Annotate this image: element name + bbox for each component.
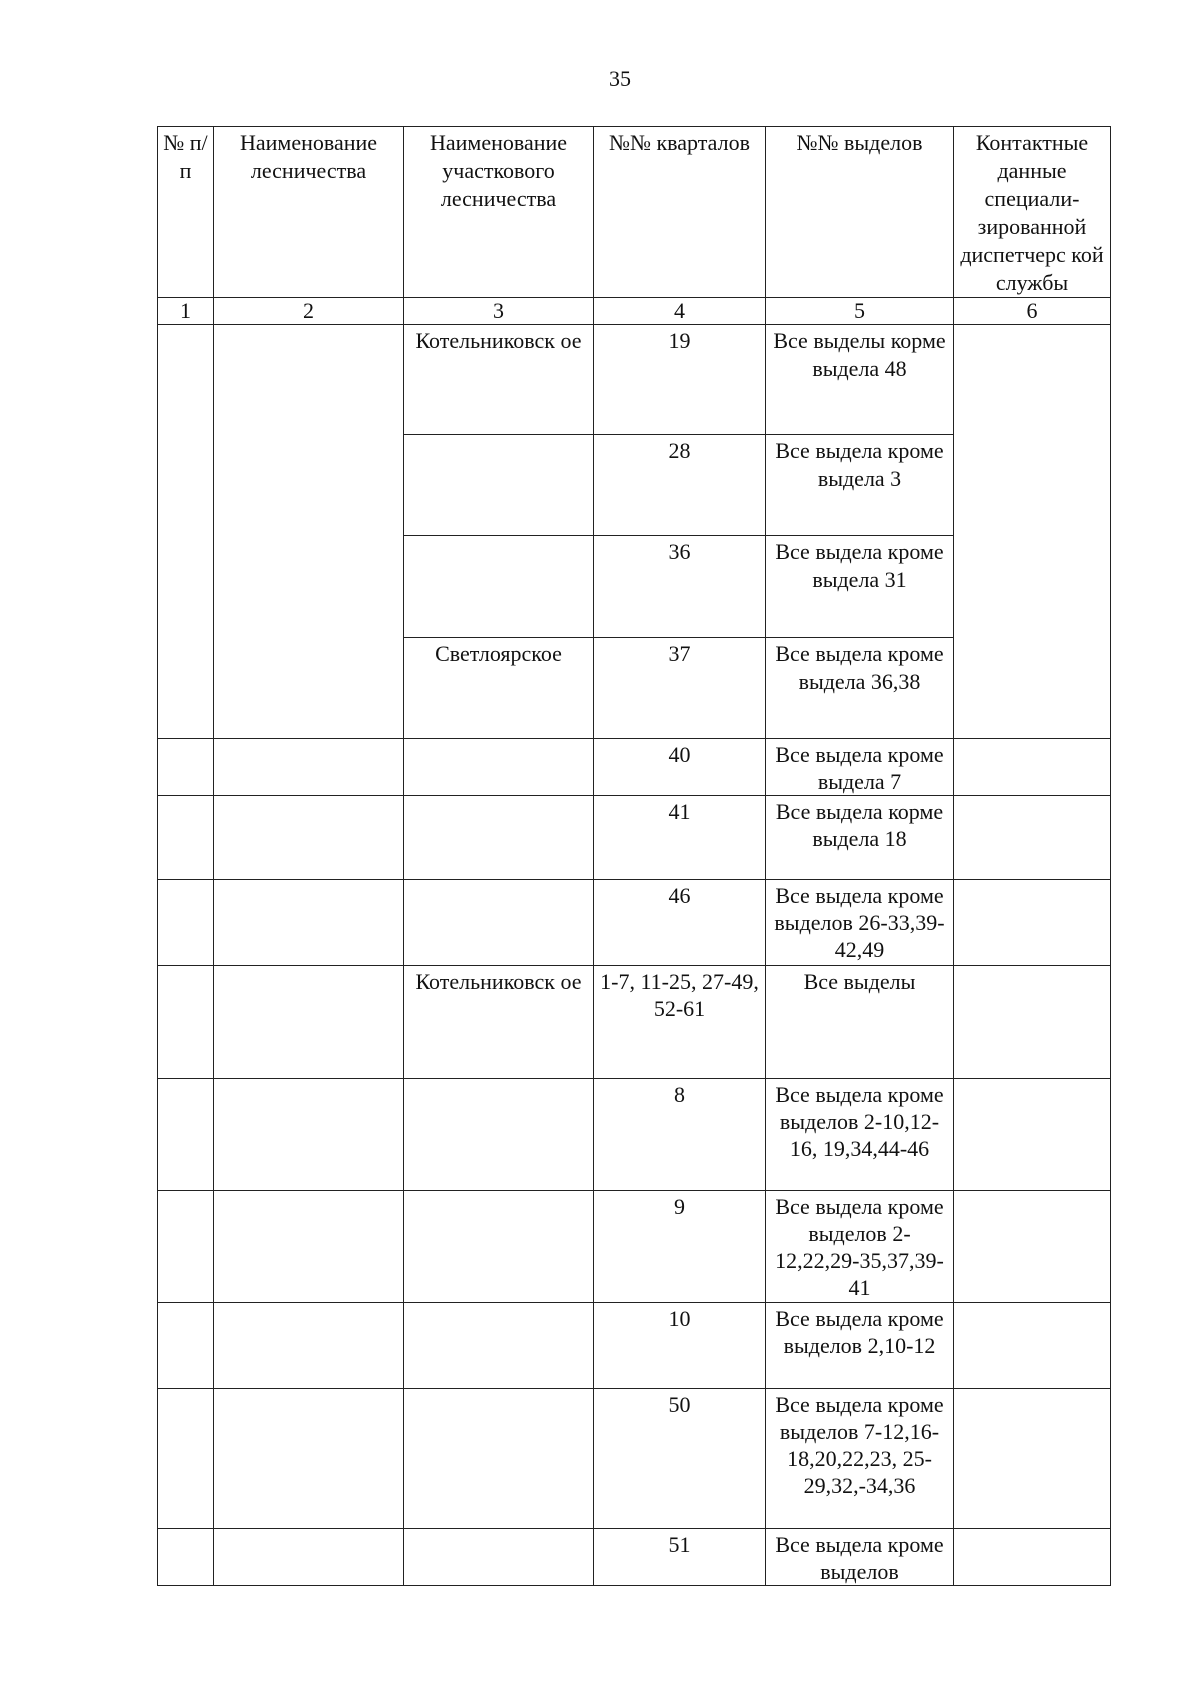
- district-cell: Котельниковск ое: [404, 325, 594, 435]
- contacts-cell: [954, 739, 1111, 796]
- quarter-cell: 37: [594, 638, 766, 739]
- row-number-cell: [158, 966, 214, 1079]
- row-number-cell: [158, 1389, 214, 1529]
- sections-cell: Все выдела кроме выделов 2,10-12: [766, 1303, 954, 1389]
- header-dispatch-contacts: Контактные данные специали-зированной диспетчерс кой службы: [954, 127, 1111, 298]
- contacts-cell: [954, 1389, 1111, 1529]
- contacts-cell: [954, 880, 1111, 966]
- sections-cell: Все выделы: [766, 966, 954, 1079]
- sections-cell: Все выдела кроме выделов 7-12,16-18,20,22,23, 25-29,32,-34,36: [766, 1389, 954, 1529]
- district-cell: [404, 880, 594, 966]
- sections-cell: Все выдела кроме выдела 3: [766, 435, 954, 536]
- sections-cell: Все выделы корме выдела 48: [766, 325, 954, 435]
- table-row: [158, 1529, 1111, 1586]
- column-number: 2: [214, 298, 404, 325]
- quarter-cell: 46: [594, 880, 766, 966]
- district-cell: [404, 1079, 594, 1191]
- header-quarter-numbers: №№ кварталов: [594, 127, 766, 298]
- sections-cell: Все выдела кроме выделов: [766, 1529, 954, 1586]
- forestry-cell: [214, 1191, 404, 1303]
- table-row: [158, 325, 1111, 435]
- district-cell: [404, 796, 594, 880]
- quarter-cell: 36: [594, 536, 766, 638]
- row-number-cell: [158, 1529, 214, 1586]
- contacts-cell: [954, 1529, 1111, 1586]
- quarter-cell: 19: [594, 325, 766, 435]
- sections-cell: Все выдела кроме выделов 2-10,12-16, 19,34,44-46: [766, 1079, 954, 1191]
- row-number-cell: [158, 796, 214, 880]
- forestry-cell: [214, 1529, 404, 1586]
- quarter-cell: 9: [594, 1191, 766, 1303]
- quarter-cell: 40: [594, 739, 766, 796]
- table-row: [158, 739, 1111, 796]
- district-cell: [404, 1191, 594, 1303]
- page-number: 35: [609, 66, 631, 91]
- row-number-cell: [158, 325, 214, 739]
- row-number-cell: [158, 739, 214, 796]
- row-number-cell: [158, 1191, 214, 1303]
- sections-cell: Все выдела корме выдела 18: [766, 796, 954, 880]
- quarter-cell: 41: [594, 796, 766, 880]
- sections-cell: Все выдела кроме выделов 2-12,22,29-35,37,39-41: [766, 1191, 954, 1303]
- sections-cell: Все выдела кроме выделов 26-33,39-42,49: [766, 880, 954, 966]
- column-number: 6: [954, 298, 1111, 325]
- district-cell: [404, 1303, 594, 1389]
- district-cell: [404, 1389, 594, 1529]
- contacts-cell: [954, 1079, 1111, 1191]
- forestry-cell: [214, 1389, 404, 1529]
- column-number: 4: [594, 298, 766, 325]
- forestry-cell: [214, 325, 404, 739]
- sections-cell: Все выдела кроме выдела 36,38: [766, 638, 954, 739]
- contacts-cell: [954, 966, 1111, 1079]
- contacts-cell: [954, 1303, 1111, 1389]
- column-number: 3: [404, 298, 594, 325]
- forest-sections-table: [157, 126, 1111, 1586]
- quarter-cell: 28: [594, 435, 766, 536]
- header-forestry-name: Наименование лесничества: [214, 127, 404, 298]
- table-row: [158, 1191, 1111, 1303]
- row-number-cell: [158, 1079, 214, 1191]
- contacts-cell: [954, 796, 1111, 880]
- header-row-number: № п/п: [158, 127, 214, 298]
- quarter-cell: 51: [594, 1529, 766, 1586]
- district-cell: [404, 536, 594, 638]
- forestry-cell: [214, 739, 404, 796]
- header-section-numbers: №№ выделов: [766, 127, 954, 298]
- table-row: [158, 796, 1111, 880]
- contacts-cell: [954, 325, 1111, 739]
- quarter-cell: 8: [594, 1079, 766, 1191]
- quarter-cell: 50: [594, 1389, 766, 1529]
- district-cell: [404, 1529, 594, 1586]
- quarter-cell: 10: [594, 1303, 766, 1389]
- district-cell: [404, 435, 594, 536]
- forestry-cell: [214, 1303, 404, 1389]
- forestry-cell: [214, 966, 404, 1079]
- column-number: 5: [766, 298, 954, 325]
- forestry-cell: [214, 796, 404, 880]
- table-row: [158, 1303, 1111, 1389]
- forestry-cell: [214, 1079, 404, 1191]
- district-cell: Светлоярское: [404, 638, 594, 739]
- header-row: [158, 127, 1111, 298]
- column-number-row: [158, 298, 1111, 325]
- column-number: 1: [158, 298, 214, 325]
- table-row: [158, 880, 1111, 966]
- contacts-cell: [954, 1191, 1111, 1303]
- forestry-cell: [214, 880, 404, 966]
- table-row: [158, 966, 1111, 1079]
- sections-cell: Все выдела кроме выдела 31: [766, 536, 954, 638]
- quarter-cell: 1-7, 11-25, 27-49, 52-61: [594, 966, 766, 1079]
- district-cell: Котельниковск ое: [404, 966, 594, 1079]
- table-row: [158, 1389, 1111, 1529]
- district-cell: [404, 739, 594, 796]
- header-district-forestry-name: Наименование участкового лесничества: [404, 127, 594, 298]
- table-row: [158, 1079, 1111, 1191]
- sections-cell: Все выдела кроме выдела 7: [766, 739, 954, 796]
- row-number-cell: [158, 880, 214, 966]
- row-number-cell: [158, 1303, 214, 1389]
